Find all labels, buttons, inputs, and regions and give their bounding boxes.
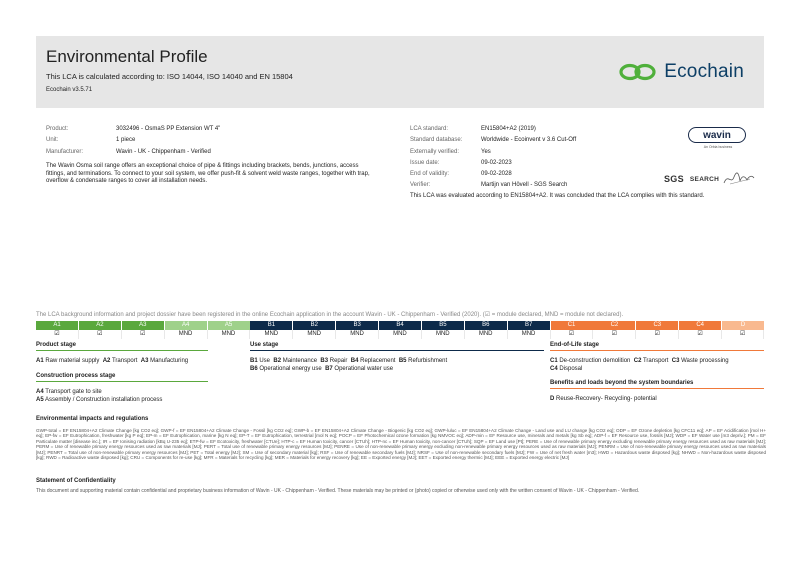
eol-stage-heading: End-of-Life stage	[550, 342, 764, 351]
benefits-items	[550, 395, 764, 403]
search-logo-text: SEARCH	[689, 175, 720, 183]
use-stage-legend	[250, 342, 544, 373]
use-stage-items	[250, 357, 544, 373]
module-mark-c1: ☑	[551, 330, 594, 339]
page-subtitle: This LCA is calculated according to: ISO 14044, ISO 14040 and EN 15804	[46, 72, 293, 81]
module-code-c2: C2	[593, 321, 635, 330]
legend-code-c3: C3	[671, 358, 680, 364]
module-code-a4: A4	[165, 321, 207, 330]
impacts-abbreviations: GWP-total = EF EN15804+A2 Climate Change [kg CO2 eq]; GWP-f = EF EN15804+A2 Climate Change - Fossil [kg CO2 eq]; GWP-b = EF EN15804+A2 Climate Change - Biogenic [kg CO2 eq]; GWP-luluc = EF EN15804+A2 Climate Change - Land use and LU change [kg CO2 eq]; ODP = EF Ozone depletion [kg CFC11 eq]; AP = EF Acidification [mol H+ eq]; EP-fw = EF Eutrophication, freshwater [kg P eq]; EP-m = EF Eutrophication, marine [kg N eq]; EP-T = EF Eutrophication, terrestrial [mol N eq]; POCP = EF Photochemical ozone formation [kg NMVOC eq]; ADP-min = EF Resource use, minerals and metals [kg Sb eq]; ADP-f = EF Resource use, fossils [MJ]; WDP = EF Water use [m3 depriv.]; PM = EF Particulate matter [disease inc.]; IR = EF Ionising radiation [kBq U-235 eq]; ETP-fw = EF Ecotoxicity, freshwater [CTUe]; HTP-c = EF Human toxicity, cancer [CTUh]; HTP-nc = EF Human toxicity, non-cancer [CTUh]; SQP = EF Land use [Pt]; PERE = Use of renewable primary energy excluding renewable primary energy resources used as raw materials [MJ]; PERM = Use of renewable primary energy resources used as raw materials [MJ]; PERT = Total use of renewable primary energy resources [MJ]; PENRE = Use of non-renewable primary energy excluding non-renewable primary energy resources used as raw materials [MJ]; PENRM = Use of non-renewable primary energy resources used as raw materials [MJ]; PENRT = Total use of non-renewable primary energy resources [MJ]; PET = Total energy [MJ]; SM = Use of secondary material [kg]; RSF = Use of renewable secondary fuels [MJ]; NRSF = Use of non-renewable secondary fuels [MJ]; FW = Use of net fresh water [m3]; HWD = Hazardous waste disposed [kg]; NHWD = Non-hazardous waste disposed [kg]; RWD = Radioactive waste disposed [kg]; CRU = Components for re-use [kg]; MFR = Materials for recycling [kg]; MER = Materials for energy recovery [kg]; EE = Exported energy [MJ]; EET = Exported energy thermic [MJ]; EEE = Exported energy electric [MJ]	[36, 428, 766, 461]
legend-code-a2: A2	[102, 358, 111, 364]
confidentiality-heading: Statement of Confidentiality	[36, 478, 116, 484]
legend-label-b4: Replacement	[360, 358, 396, 364]
standard-info	[410, 124, 660, 192]
issue-date-row	[410, 158, 660, 169]
database-row	[410, 135, 660, 146]
module-mark-a4: MND	[165, 330, 208, 339]
product-info	[46, 124, 376, 158]
legend-code-b1: B1	[250, 358, 258, 364]
legend-label-b7: Operational water use	[334, 366, 394, 372]
module-code-b6: B6	[465, 321, 507, 330]
eol-stage-legend	[550, 342, 764, 373]
sgs-logo-text: SGS	[664, 174, 684, 184]
legend-code-a1: A1	[36, 358, 44, 364]
issue-date-label: Issue date:	[410, 159, 440, 166]
module-code-a1: A1	[36, 321, 78, 330]
legend-code-c1: C1	[550, 358, 558, 364]
lca-standard-row	[410, 124, 660, 135]
legend-label-c1: De-construction demolition	[559, 358, 631, 364]
validity-label: End of validity:	[410, 171, 450, 178]
legend-label-a2: Transport	[111, 358, 138, 364]
product-stage-items	[36, 357, 208, 365]
module-code-b5: B5	[422, 321, 464, 330]
module-mark-d: ☑	[722, 330, 764, 339]
legend-label-c3: Waste processing	[681, 358, 729, 364]
legend-label-c2: Transport	[642, 358, 669, 364]
legend-code-a5: A5	[36, 397, 44, 403]
module-mark-b1: MND	[250, 330, 293, 339]
manufacturer-row	[46, 147, 376, 158]
module-code-c1: C1	[551, 321, 593, 330]
legend-code-c2: C2	[633, 358, 642, 364]
module-mark-a2: ☑	[79, 330, 122, 339]
confidentiality-text: This document and supporting material contain confidential and proprietary business information of Wavin - UK - Chippenham - Verified. These materials may be printed or (photo) copied or otherwise used only with the written consent of Wavin - UK - Chippenham - Verified.	[36, 488, 640, 494]
product-stage-heading: Product stage	[36, 342, 208, 351]
module-code-b2: B2	[293, 321, 335, 330]
legend-label-b1: Use	[259, 358, 271, 364]
module-mark-c3: ☑	[636, 330, 679, 339]
module-mark-b4: MND	[379, 330, 422, 339]
database-value: Worldwide - Ecoinvent v 3.6 Cut-Off	[481, 137, 577, 144]
module-code-b1: B1	[250, 321, 292, 330]
construction-stage-legend	[36, 373, 208, 404]
wavin-logo-mark: wavin	[688, 127, 746, 143]
legend-label-a1: Raw material supply	[45, 358, 100, 364]
verified-value: Yes	[481, 148, 491, 155]
construction-stage-items	[36, 388, 208, 404]
ecochain-logo-text: Ecochain	[664, 61, 744, 82]
module-mark-b6: MND	[465, 330, 508, 339]
module-code-a3: A3	[122, 321, 164, 330]
legend-code-b5: B5	[398, 358, 407, 364]
verifier-signature-icon	[722, 171, 756, 187]
legend-label-b2: Maintenance	[282, 358, 318, 364]
module-code-b7: B7	[508, 321, 550, 330]
header-band	[36, 36, 764, 108]
verifier-row	[410, 180, 660, 191]
module-mark-b3: MND	[336, 330, 379, 339]
legend-label-a4: Transport gate to site	[45, 389, 102, 395]
registration-note: The LCA background information and project dossier have been registered in the online Ecochain application in the account Wavin - UK - Chippenham - Verified (2020). (☑ = module declared, MND = module not declared).	[36, 312, 624, 318]
module-mark-c2: ☑	[593, 330, 636, 339]
legend-label-b6: Operational energy use	[259, 366, 322, 372]
module-mark-c4: ☑	[679, 330, 722, 339]
sgs-search-logo	[664, 171, 756, 187]
verifier-value: Martijn van Hövell - SGS Search	[481, 182, 568, 189]
unit-value: 1 piece	[116, 137, 136, 144]
module-code-d: D	[722, 321, 764, 330]
page-title: Environmental Profile	[46, 47, 208, 66]
legend-label-b3: Repair	[329, 358, 348, 364]
legend-label-a5: Assembly / Construction installation process	[45, 397, 163, 403]
legend-code-b6: B6	[250, 366, 258, 372]
legend-code-b3: B3	[320, 358, 329, 364]
module-code-c3: C3	[636, 321, 678, 330]
manufacturer-label: Manufacturer:	[46, 148, 84, 155]
product-label: Product:	[46, 126, 69, 132]
verified-label: Externally verified:	[410, 148, 460, 155]
validity-value: 09-02-2028	[481, 171, 512, 178]
legend-label-b5: Refurbishment	[408, 358, 448, 364]
legend-label-a3: Manufacturing	[150, 358, 189, 364]
eol-stage-items	[550, 357, 764, 373]
module-code-a2: A2	[79, 321, 121, 330]
lca-standard-label: LCA standard:	[410, 126, 449, 132]
module-code-a5: A5	[208, 321, 250, 330]
legend-code-a3: A3	[140, 358, 149, 364]
version-label: Ecochain v3.5.71	[46, 87, 93, 93]
issue-date-value: 09-02-2023	[481, 159, 512, 166]
legend-code-b2: B2	[273, 358, 282, 364]
use-stage-heading: Use stage	[250, 342, 544, 351]
legend-code-b4: B4	[350, 358, 359, 364]
unit-label: Unit:	[46, 137, 59, 144]
module-mark-a3: ☑	[122, 330, 165, 339]
wavin-logo	[688, 127, 748, 149]
legend-label-c4: Disposal	[559, 366, 583, 372]
module-code-b3: B3	[336, 321, 378, 330]
legend-code-c4: C4	[550, 366, 558, 372]
impacts-heading: Environmental impacts and regulations	[36, 416, 149, 422]
benefits-heading: Benefits and loads beyond the system boundaries	[550, 380, 764, 389]
module-code-b4: B4	[379, 321, 421, 330]
legend-label-d: Reuse-Recovery- Recycling- potential	[556, 396, 657, 402]
module-mark-a1: ☑	[36, 330, 79, 339]
product-value: 3032496 - OsmaS PP Extension WT 4"	[116, 126, 221, 132]
module-mark-row	[36, 330, 764, 339]
module-mark-b2: MND	[293, 330, 336, 339]
module-mark-b5: MND	[422, 330, 465, 339]
product-row	[46, 124, 376, 135]
conclusion-text: This LCA was evaluated according to EN15804+A2. It was concluded that the LCA complies with this standard.	[410, 193, 705, 199]
module-mark-b7: MND	[508, 330, 551, 339]
product-description: The Wavin Osma soil range offers an exceptional choice of pipe & fittings including brackets, bends, junctions, access fittings, and terminations. To connect to your soil system, we offer push-fit & solvent weld waste ranges, together with trap, overflow & condensate ranges to cover all installation needs.	[46, 163, 370, 185]
legend-code-a4: A4	[36, 389, 44, 395]
chain-link-icon	[618, 62, 658, 82]
lca-standard-value: EN15804+A2 (2019)	[481, 126, 536, 132]
verified-row	[410, 147, 660, 158]
validity-row	[410, 169, 660, 180]
product-stage-legend	[36, 342, 208, 365]
construction-stage-heading: Construction process stage	[36, 373, 208, 382]
module-code-c4: C4	[679, 321, 721, 330]
benefits-legend	[550, 380, 764, 403]
manufacturer-value: Wavin - UK - Chippenham - Verified	[116, 148, 211, 155]
module-table	[36, 321, 764, 339]
unit-row	[46, 135, 376, 146]
module-mark-a5: MND	[208, 330, 251, 339]
legend-code-b7: B7	[325, 366, 333, 372]
database-label: Standard database:	[410, 137, 463, 144]
ecochain-logo	[618, 61, 744, 83]
wavin-logo-sub: An Orbia business	[703, 145, 733, 149]
legend-code-d: D	[550, 396, 555, 402]
module-code-row	[36, 321, 764, 330]
verifier-label: Verifier:	[410, 182, 431, 189]
